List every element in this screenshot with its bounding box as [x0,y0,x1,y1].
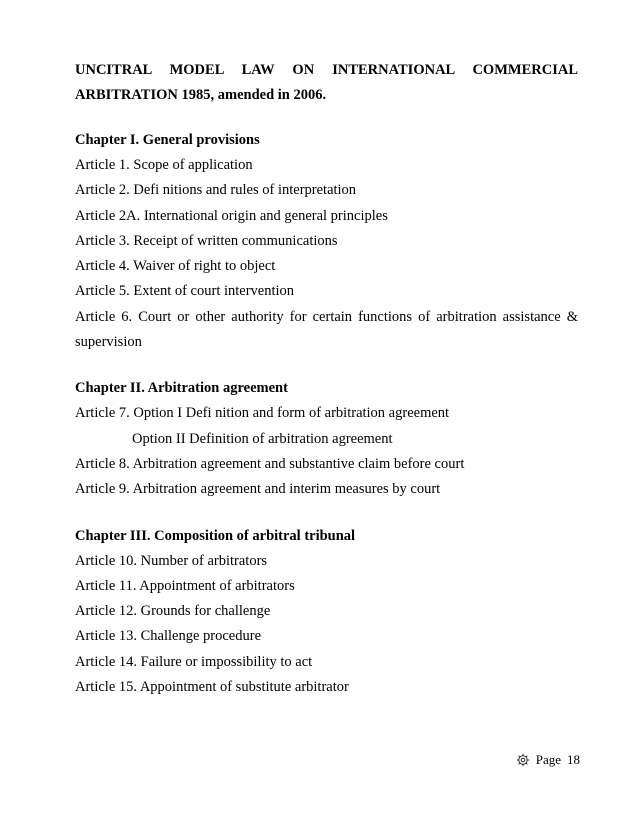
article-item: Article 1. Scope of application [75,157,253,173]
article-item: Article 14. Failure or impossibility to act [75,653,313,670]
article-item: Article 13. Challenge procedure [75,628,262,645]
article-item: Article 12. Grounds for challenge [75,603,271,620]
article-item: Article 8. Arbitration agreement and substantive claim before court [75,455,465,472]
page-footer [516,752,580,768]
article-item: Article 9. Arbitration agreement and interim measures by court [75,481,441,498]
chapter-1 [75,128,578,355]
article-item: Article 4. Waiver of right to object [75,258,276,275]
chapter-2 [75,376,578,502]
article-item: Article 15. Appointment of substitute arbitrator [75,679,349,696]
article-item: Article 10. Number of arbitrators [75,552,268,569]
article-item: Article 7. Option I Defi nition and form of arbitration agreement [75,405,450,422]
document-title-line-2: ARBITRATION 1985, amended in 2006. [75,87,327,103]
document-page [75,58,578,721]
article-item: Article 11. Appointment of arbitrators [75,577,295,594]
chapter-heading: Chapter II. Arbitration agreement [75,380,288,397]
article-item-continuation: supervision [75,334,142,351]
article-item: Article 3. Receipt of written communications [75,232,338,249]
chapter-heading: Chapter III. Composition of arbitral tribunal [75,527,356,544]
chapter-heading: Chapter I. General provisions [75,132,260,148]
article-item: Article 2. Defi nitions and rules of interpretation [75,182,357,199]
page-label: Page [535,752,561,767]
article-item: Article 6. Court or other authority for certain functions of arbitration assistance & [75,308,578,325]
chapter-3 [75,524,578,701]
article-item-option: Option II Definition of arbitration agreement [132,430,393,447]
article-item: Article 5. Extent of court intervention [75,283,295,300]
document-title-line-1: UNCITRAL MODEL LAW ON INTERNATIONAL COMMERCIAL [75,62,578,78]
article-item: Article 2A. International origin and general principles [75,207,388,224]
gear-outline-icon [516,753,530,767]
page-number: 18 [567,752,580,767]
